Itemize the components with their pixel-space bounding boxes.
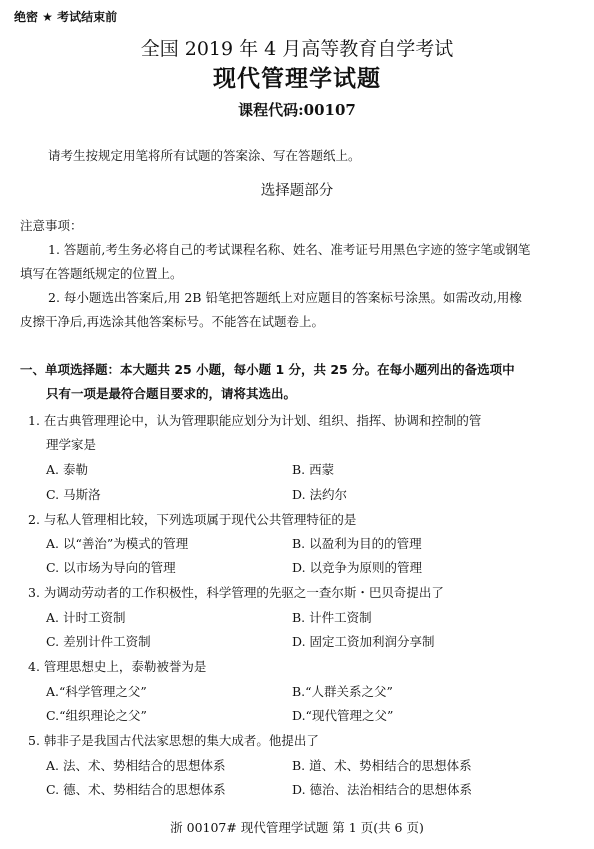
note-2-line-1: 2. 每小题选出答案后,用 2B 铅笔把答题纸上对应题目的答案标号涂黑。如需改动,用橡 bbox=[48, 290, 522, 305]
page-footer: 浙 00107# 现代管理学试题 第 1 页(共 6 页) bbox=[170, 820, 424, 835]
question-1-option-a: A. 泰勒 bbox=[46, 462, 88, 477]
question-3-option-d: D. 固定工资加利润分享制 bbox=[292, 634, 435, 649]
question-1-option-b: B. 西蒙 bbox=[292, 462, 335, 477]
question-2-option-c: C. 以市场为导向的管理 bbox=[46, 560, 176, 575]
question-3-option-b: B. 计件工资制 bbox=[292, 610, 372, 625]
question-2-option-d: D. 以竞争为原则的管理 bbox=[292, 560, 423, 575]
question-5-option-c: C. 德、术、势相结合的思想体系 bbox=[46, 782, 226, 797]
notes-heading: 注意事项： bbox=[20, 218, 83, 233]
question-4-stem: 4. 管理思想史上，泰勒被誉为是 bbox=[28, 659, 207, 674]
question-1-option-c: C. 马斯洛 bbox=[46, 487, 101, 502]
part-1-heading-cont: 只有一项是最符合题目要求的，请将其选出。 bbox=[46, 386, 297, 401]
question-3-option-a: A. 计时工资制 bbox=[46, 610, 126, 625]
question-5-option-d: D. 德治、法治相结合的思想体系 bbox=[292, 782, 473, 797]
question-4-option-c: C.“组织理论之父” bbox=[46, 708, 147, 723]
question-2-option-b: B. 以盈利为目的的管理 bbox=[292, 536, 422, 551]
question-2-stem: 2. 与私人管理相比较，下列选项属于现代公共管理特征的是 bbox=[28, 512, 357, 527]
question-3-option-c: C. 差别计件工资制 bbox=[46, 634, 151, 649]
note-2-line-2: 皮擦干净后,再选涂其他答案标号。不能答在试题卷上。 bbox=[20, 314, 324, 329]
section-title: 选择题部分 bbox=[260, 183, 334, 199]
question-5-option-a: A. 法、术、势相结合的思想体系 bbox=[46, 758, 226, 773]
exam-title: 全国 2019 年 4 月高等教育自学考试 bbox=[140, 38, 454, 60]
question-4-option-a: A.“科学管理之父” bbox=[46, 684, 147, 699]
part-1-heading: 一、单项选择题：本大题共 25 小题，每小题 1 分，共 25 分。在每小题列出的备选项中 bbox=[20, 362, 515, 377]
question-1-stem-cont: 理学家是 bbox=[46, 437, 97, 452]
question-4-option-d: D.“现代管理之父” bbox=[292, 708, 394, 723]
question-2-option-a: A. 以“善治”为模式的管理 bbox=[46, 536, 189, 551]
note-1-line-1: 1. 答题前,考生务必将自己的考试课程名称、姓名、准考证号用黑色字迹的签字笔或钢笔 bbox=[48, 242, 531, 257]
confidential-label: 绝密 ★ 考试结束前 bbox=[14, 10, 118, 24]
course-code: 课程代码:00107 bbox=[238, 101, 356, 119]
question-3-stem: 3. 为调动劳动者的工作积极性，科学管理的先驱之一查尔斯・巴贝奇提出了 bbox=[28, 585, 444, 600]
question-5-stem: 5. 韩非子是我国古代法家思想的集大成者。他提出了 bbox=[28, 733, 319, 748]
answer-instruction: 请考生按规定用笔将所有试题的答案涂、写在答题纸上。 bbox=[48, 148, 361, 163]
question-1-option-d: D. 法约尔 bbox=[292, 487, 348, 502]
question-4-option-b: B.“人群关系之父” bbox=[292, 684, 393, 699]
subject-title: 现代管理学试题 bbox=[213, 66, 381, 92]
note-1-line-2: 填写在答题纸规定的位置上。 bbox=[20, 266, 183, 281]
question-1-stem: 1. 在古典管理理论中，认为管理职能应划分为计划、组织、指挥、协调和控制的管 bbox=[28, 413, 482, 428]
question-5-option-b: B. 道、术、势相结合的思想体系 bbox=[292, 758, 472, 773]
